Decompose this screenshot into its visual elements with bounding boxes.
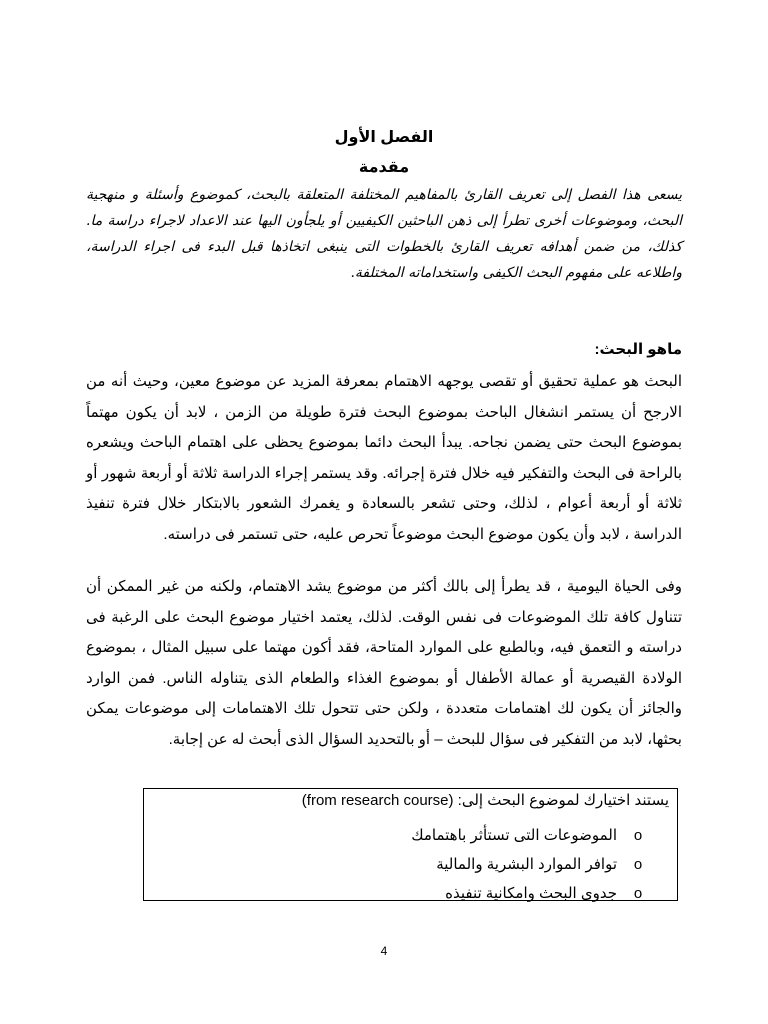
page-number: 4 <box>380 944 388 958</box>
box-title: يستند اختيارك لموضوع البحث إلى: (from research course) <box>301 792 669 809</box>
what-is-research-heading: ماهو البحث: <box>594 341 682 358</box>
section-title: مقدمة <box>358 159 410 176</box>
chapter-title: الفصل الأول <box>334 129 434 146</box>
list-item <box>411 879 645 908</box>
body-paragraph-1: البحث هو عملية تحقيق أو تقصى يوجهه الاهتمام بمعرفة المزيد عن موضوع معين، وحيث أنه من الارجح أن يستمر انشغال الباحث بموضوع البحث فترة طويلة من الزمن ، لابد أن يكون مهتماً بموضوع البحث حتى يضمن نجاحه. يبدأ البحث دائما بموضوع يحظى على اهتمام الباحث ويشعره بالراحة فى البحث والتفكير فيه خلال فترة إجرائه. وقد يستمر إجراء الدراسة ثلاثة أو أربعة شهور أو ثلاثة أو أربعة أعوام ، لذلك، وحتى تشعر بالسعادة و يغمرك الشعور بالابتكار خلال فترة تنفيذ الدراسة ، لابد وأن يكون موضوع البحث موضوعاً تحرص عليه، حتى تستمر فى دراسته. <box>86 373 683 543</box>
list-item-text: جدوى البحث وامكانية تنفيذه <box>445 885 617 902</box>
box-list <box>411 821 645 908</box>
bullet-icon: o <box>633 856 643 873</box>
topic-selection-box <box>143 788 678 901</box>
bullet-icon: o <box>633 827 643 844</box>
list-item-text: توافر الموارد البشرية والمالية <box>436 856 617 873</box>
body-paragraph-2: وفى الحياة اليومية ، قد يطرأ إلى بالك أكثر من موضوع يشد الاهتمام، ولكنه من غير الممكن أن تتناول كافة تلك الموضوعات فى نفس الوقت. لذلك، يعتمد اختيار موضوع البحث على الرغبة فى دراسته و التعمق فيه، وبالطبع على الموارد المتاحة، فقد أكون مهتما على سبيل المثال ، بموضوع الولادة القيصرية أو عمالة الأطفال أو بموضوع الغذاء والطعام الذى يتناوله الناس. فمن الوارد والجائز أن يكون لك اهتمامات متعددة ، ولكن حتى تتحول تلك الاهتمامات إلى موضوعات يمكن بحثها، لابد من التفكير فى سؤال للبحث – أو بالتحديد السؤال الذى أبحث له عن إجابة. <box>86 578 682 748</box>
bullet-icon: o <box>633 885 643 902</box>
list-item <box>411 850 645 879</box>
list-item-text: الموضوعات التى تستأثر باهتمامك <box>411 827 617 844</box>
intro-paragraph: يسعى هذا الفصل إلى تعريف القارئ بالمفاهيم المختلفة المتعلقة بالبحث، كموضوع وأسئلة و منهجية البحث، وموضوعات أخرى تطرأ إلى ذهن الباحثين الكيفيين أو يلجأون اليها عند الاعداد لاجراء دراسة ما. كذلك، من ضمن أهدافه تعريف القارئ بالخطوات التى ينبغى اتخاذها قبل البدء فى اجراء الدراسة، واطلاعه على مفهوم البحث الكيفى واستخداماته المختلفة. <box>86 187 682 281</box>
list-item <box>411 821 645 850</box>
